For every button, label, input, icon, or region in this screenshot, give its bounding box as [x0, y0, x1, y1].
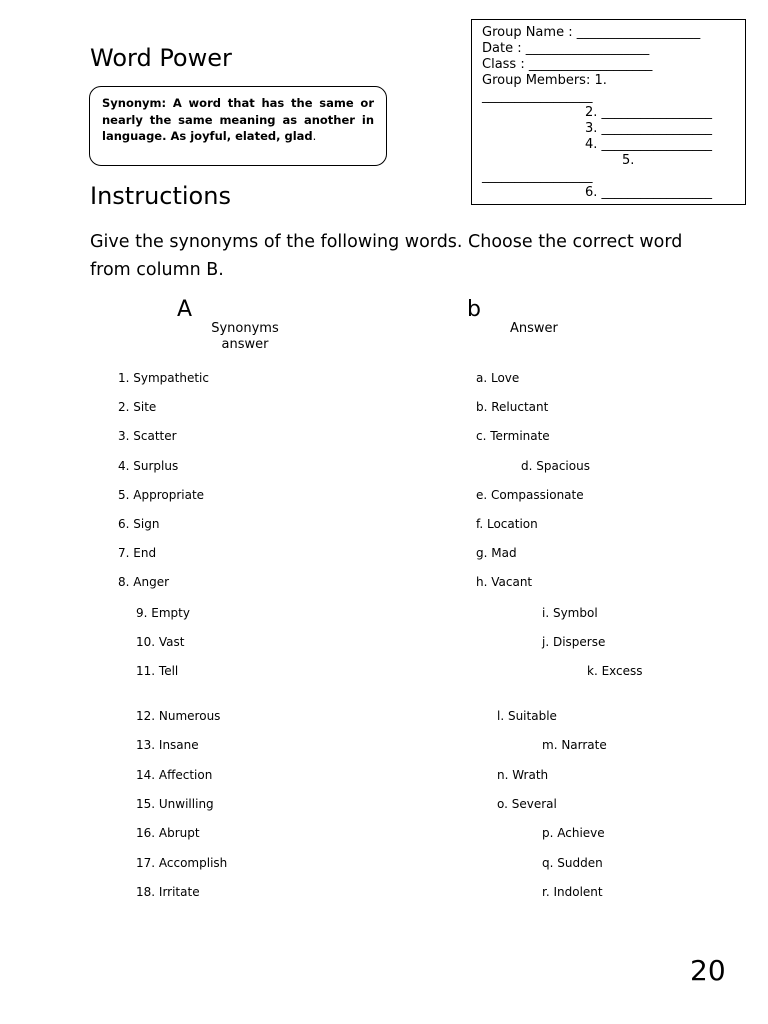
list-item-a: 9. Empty [136, 606, 190, 620]
page-number: 20 [690, 954, 726, 987]
group-name-line: Group Name : ___________________ [482, 25, 701, 40]
column-b-heading: b [467, 297, 481, 322]
list-item-a: 1. Sympathetic [118, 371, 209, 385]
list-item-b: n. Wrath [497, 768, 549, 782]
group-members-line: Group Members: 1. [482, 73, 607, 88]
list-item-b: a. Love [476, 371, 520, 385]
list-item-b: o. Several [497, 797, 557, 811]
member-2-line: 2. _________________ [585, 105, 713, 120]
list-item-b: l. Suitable [497, 709, 557, 723]
list-item-a: 10. Vast [136, 635, 185, 649]
list-item-b: f. Location [476, 517, 538, 531]
list-item-a: 12. Numerous [136, 709, 221, 723]
list-item-a: 17. Accomplish [136, 856, 228, 870]
list-item-a: 7. End [118, 546, 157, 560]
list-item-a: 16. Abrupt [136, 826, 200, 840]
member-4-line: 4. _________________ [585, 137, 713, 152]
member-3-line: 3. _________________ [585, 121, 713, 136]
column-a-subheading: Synonyms answer [211, 321, 279, 352]
synonym-definition-box [89, 86, 387, 166]
list-item-a: 18. Irritate [136, 885, 200, 899]
list-item-b: p. Achieve [542, 826, 605, 840]
list-item-a: 3. Scatter [118, 429, 177, 443]
list-item-a: 4. Surplus [118, 459, 179, 473]
list-item-b: b. Reluctant [476, 400, 549, 414]
instructions-text: Give the synonyms of the following words. Choose the correct word from column B. [90, 232, 683, 280]
instructions-heading: Instructions [90, 182, 231, 210]
list-item-a: 5. Appropriate [118, 488, 205, 502]
list-item-a: 15. Unwilling [136, 797, 214, 811]
list-item-b: e. Compassionate [476, 488, 584, 502]
list-item-b: c. Terminate [476, 429, 550, 443]
list-item-b: k. Excess [587, 664, 643, 678]
list-item-a: 6. Sign [118, 517, 160, 531]
group-info-box [471, 19, 746, 205]
definition-period: . [312, 129, 317, 143]
list-item-b: r. Indolent [542, 885, 603, 899]
list-item-b: j. Disperse [542, 635, 606, 649]
list-item-b: i. Symbol [542, 606, 598, 620]
list-item-a: 8. Anger [118, 575, 170, 589]
definition-text: Synonym: A word that has the same or nearly the same meaning as another in language. As joyful, elated, glad [102, 96, 374, 143]
class-line: Class : ___________________ [482, 57, 653, 72]
list-item-a: 14. Affection [136, 768, 213, 782]
member-5-blank: _________________ [482, 169, 593, 184]
list-item-b: d. Spacious [521, 459, 590, 473]
page-title: Word Power [90, 44, 232, 72]
column-b-subheading: Answer [510, 321, 558, 336]
list-item-b: g. Mad [476, 546, 517, 560]
member-1-blank: _________________ [482, 89, 593, 104]
column-a-heading: A [177, 297, 193, 322]
list-item-b: h. Vacant [476, 575, 533, 589]
member-5-label: 5. [622, 153, 635, 168]
list-item-b: q. Sudden [542, 856, 603, 870]
list-item-a: 2. Site [118, 400, 157, 414]
list-item-a: 13. Insane [136, 738, 199, 752]
date-line: Date : ___________________ [482, 41, 650, 56]
list-item-a: 11. Tell [136, 664, 179, 678]
member-6-line: 6. _________________ [585, 185, 713, 200]
list-item-b: m. Narrate [542, 738, 607, 752]
